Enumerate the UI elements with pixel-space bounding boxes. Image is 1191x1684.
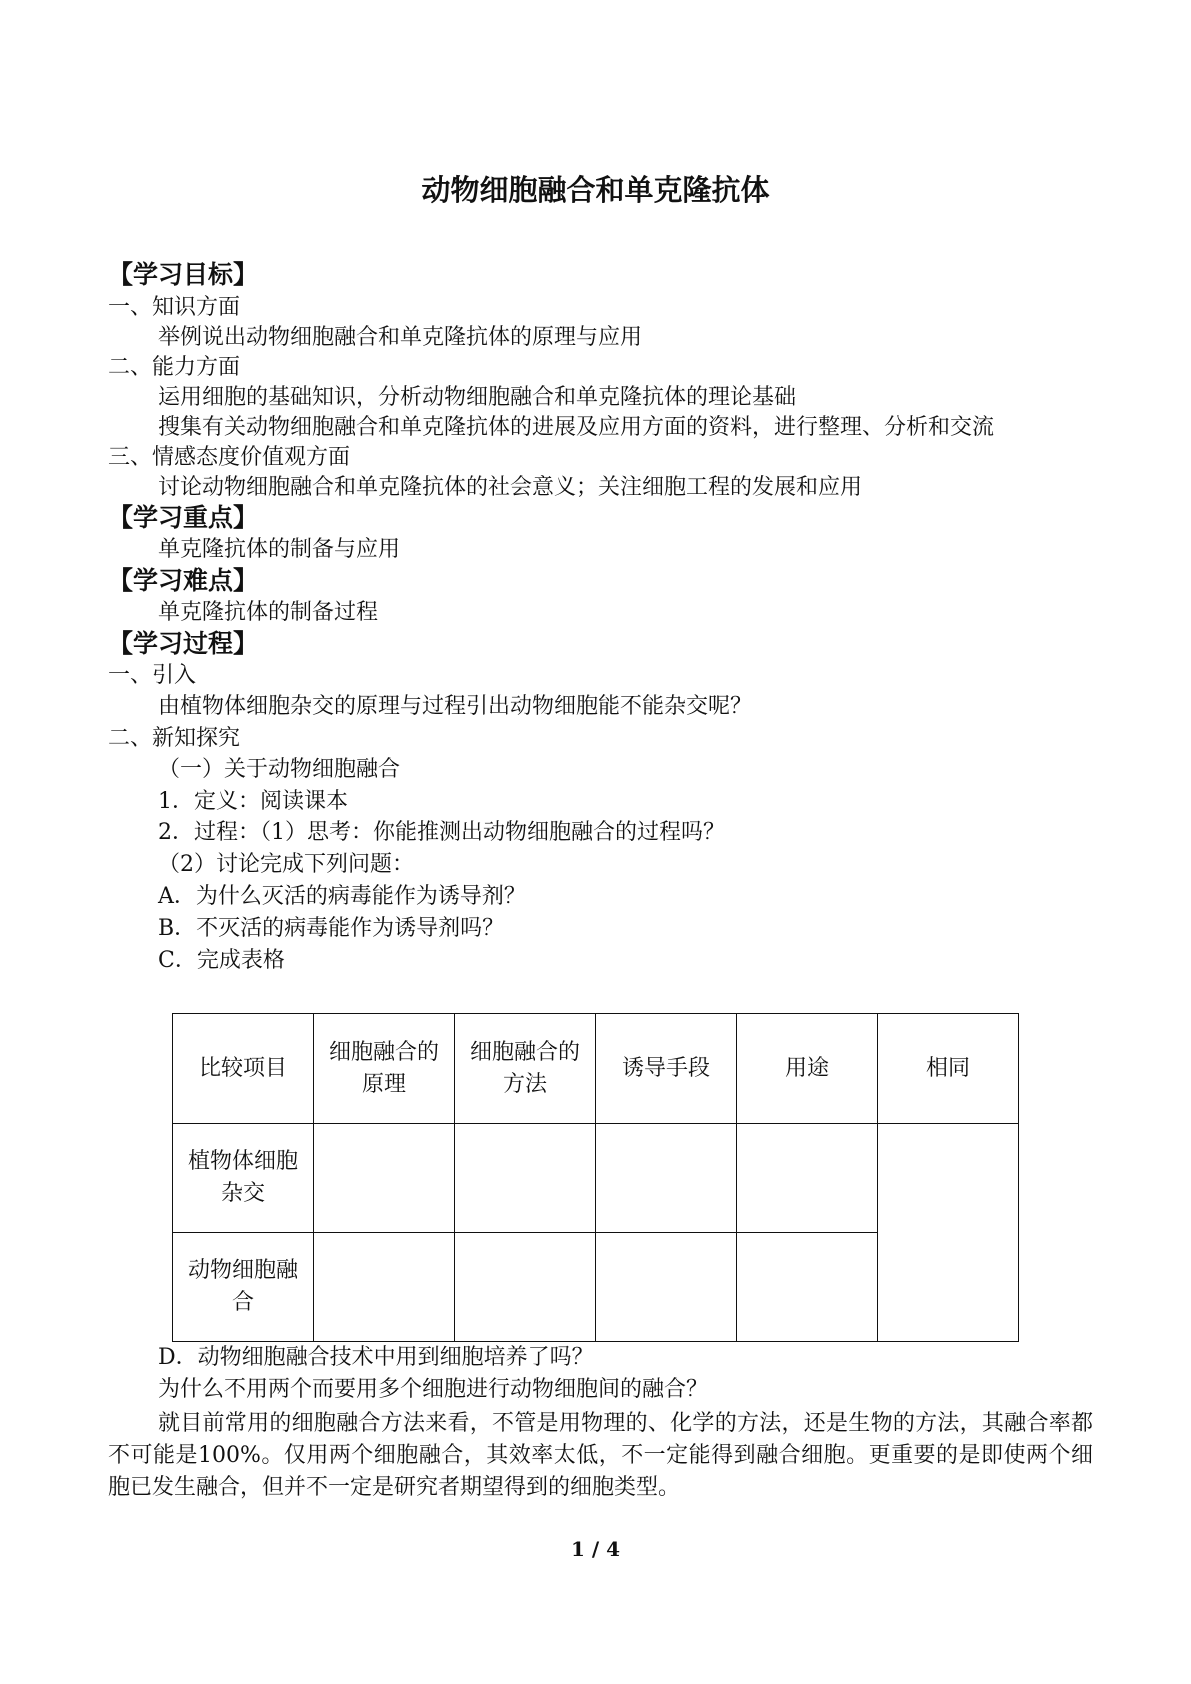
table-cell (455, 1124, 596, 1233)
question-why: 为什么不用两个而要用多个细胞进行动物细胞间的融合？ (158, 1377, 709, 1402)
ability-text-2: 搜集有关动物细胞融合和单克隆抗体的进展及应用方面的资料，进行整理、分析和交流 (158, 415, 995, 440)
row-label-cell: 动物细胞融合 (173, 1233, 314, 1342)
knowledge-label: 一、知识方面 (108, 295, 241, 320)
comparison-table (172, 1013, 1019, 1342)
page-number: 1 / 4 (570, 1537, 621, 1561)
attitude-text: 讨论动物细胞融合和单克隆抗体的社会意义；关注细胞工程的发展和应用 (158, 475, 863, 500)
table-header-cell: 用途 (737, 1014, 878, 1124)
table-cell-merged (878, 1124, 1019, 1342)
explore-label: 二、新知探究 (108, 726, 241, 751)
table-header-cell: 细胞融合的方法 (455, 1014, 596, 1124)
table-header-cell: 相同 (878, 1014, 1019, 1124)
key-point-text: 单克隆抗体的制备与应用 (158, 537, 401, 562)
definition-item: 1．定义：阅读课本 (158, 789, 348, 814)
answer-paragraph: 就目前常用的细胞融合方法来看，不管是用物理的、化学的方法，还是生物的方法，其融合率都不可能是100%。仅用两个细胞融合，其效率太低，不一定能得到融合细胞。更重要的是即使两个细胞已发生融合，但并不一定是研究者期望得到的细胞类型。 (108, 1411, 1093, 1500)
table-header-cell: 细胞融合的原理 (314, 1014, 455, 1124)
table-cell (596, 1124, 737, 1233)
table-cell (314, 1124, 455, 1233)
table-cell (737, 1233, 878, 1342)
question-c: C．完成表格 (158, 948, 285, 973)
ability-label: 二、能力方面 (108, 355, 241, 380)
attitude-label: 三、情感态度价值观方面 (108, 445, 351, 470)
table-cell (455, 1233, 596, 1342)
question-a: A．为什么灭活的病毒能作为诱导剂？ (158, 884, 526, 909)
table-cell (596, 1233, 737, 1342)
section-heading: （一）关于动物细胞融合 (158, 757, 401, 782)
intro-text: 由植物体细胞杂交的原理与过程引出动物细胞能不能杂交呢？ (158, 694, 753, 719)
table-cell (314, 1233, 455, 1342)
table-header-cell: 诱导手段 (596, 1014, 737, 1124)
difficulty-heading: 【学习难点】 (108, 566, 259, 595)
question-d: D．动物细胞融合技术中用到细胞培养了吗？ (158, 1345, 594, 1370)
process-item: 2．过程：（1）思考：你能推测出动物细胞融合的过程吗？ (158, 820, 725, 845)
difficulty-text: 单克隆抗体的制备过程 (158, 600, 379, 625)
table-cell (737, 1124, 878, 1233)
table-row (173, 1124, 1019, 1233)
key-point-heading: 【学习重点】 (108, 503, 259, 532)
question-b: B．不灭活的病毒能作为诱导剂吗？ (158, 916, 505, 941)
objectives-heading: 【学习目标】 (108, 260, 259, 289)
row-label-cell: 植物体细胞杂交 (173, 1124, 314, 1233)
process-heading: 【学习过程】 (108, 629, 259, 658)
discussion-item: （2）讨论完成下列问题： (158, 852, 414, 877)
table-header-row (173, 1014, 1019, 1124)
ability-text-1: 运用细胞的基础知识，分析动物细胞融合和单克隆抗体的理论基础 (158, 385, 797, 410)
knowledge-text: 举例说出动物细胞融合和单克隆抗体的原理与应用 (158, 325, 643, 350)
page-title: 动物细胞融合和单克隆抗体 (421, 173, 770, 207)
intro-label: 一、引入 (108, 663, 197, 688)
table-header-cell: 比较项目 (173, 1014, 314, 1124)
